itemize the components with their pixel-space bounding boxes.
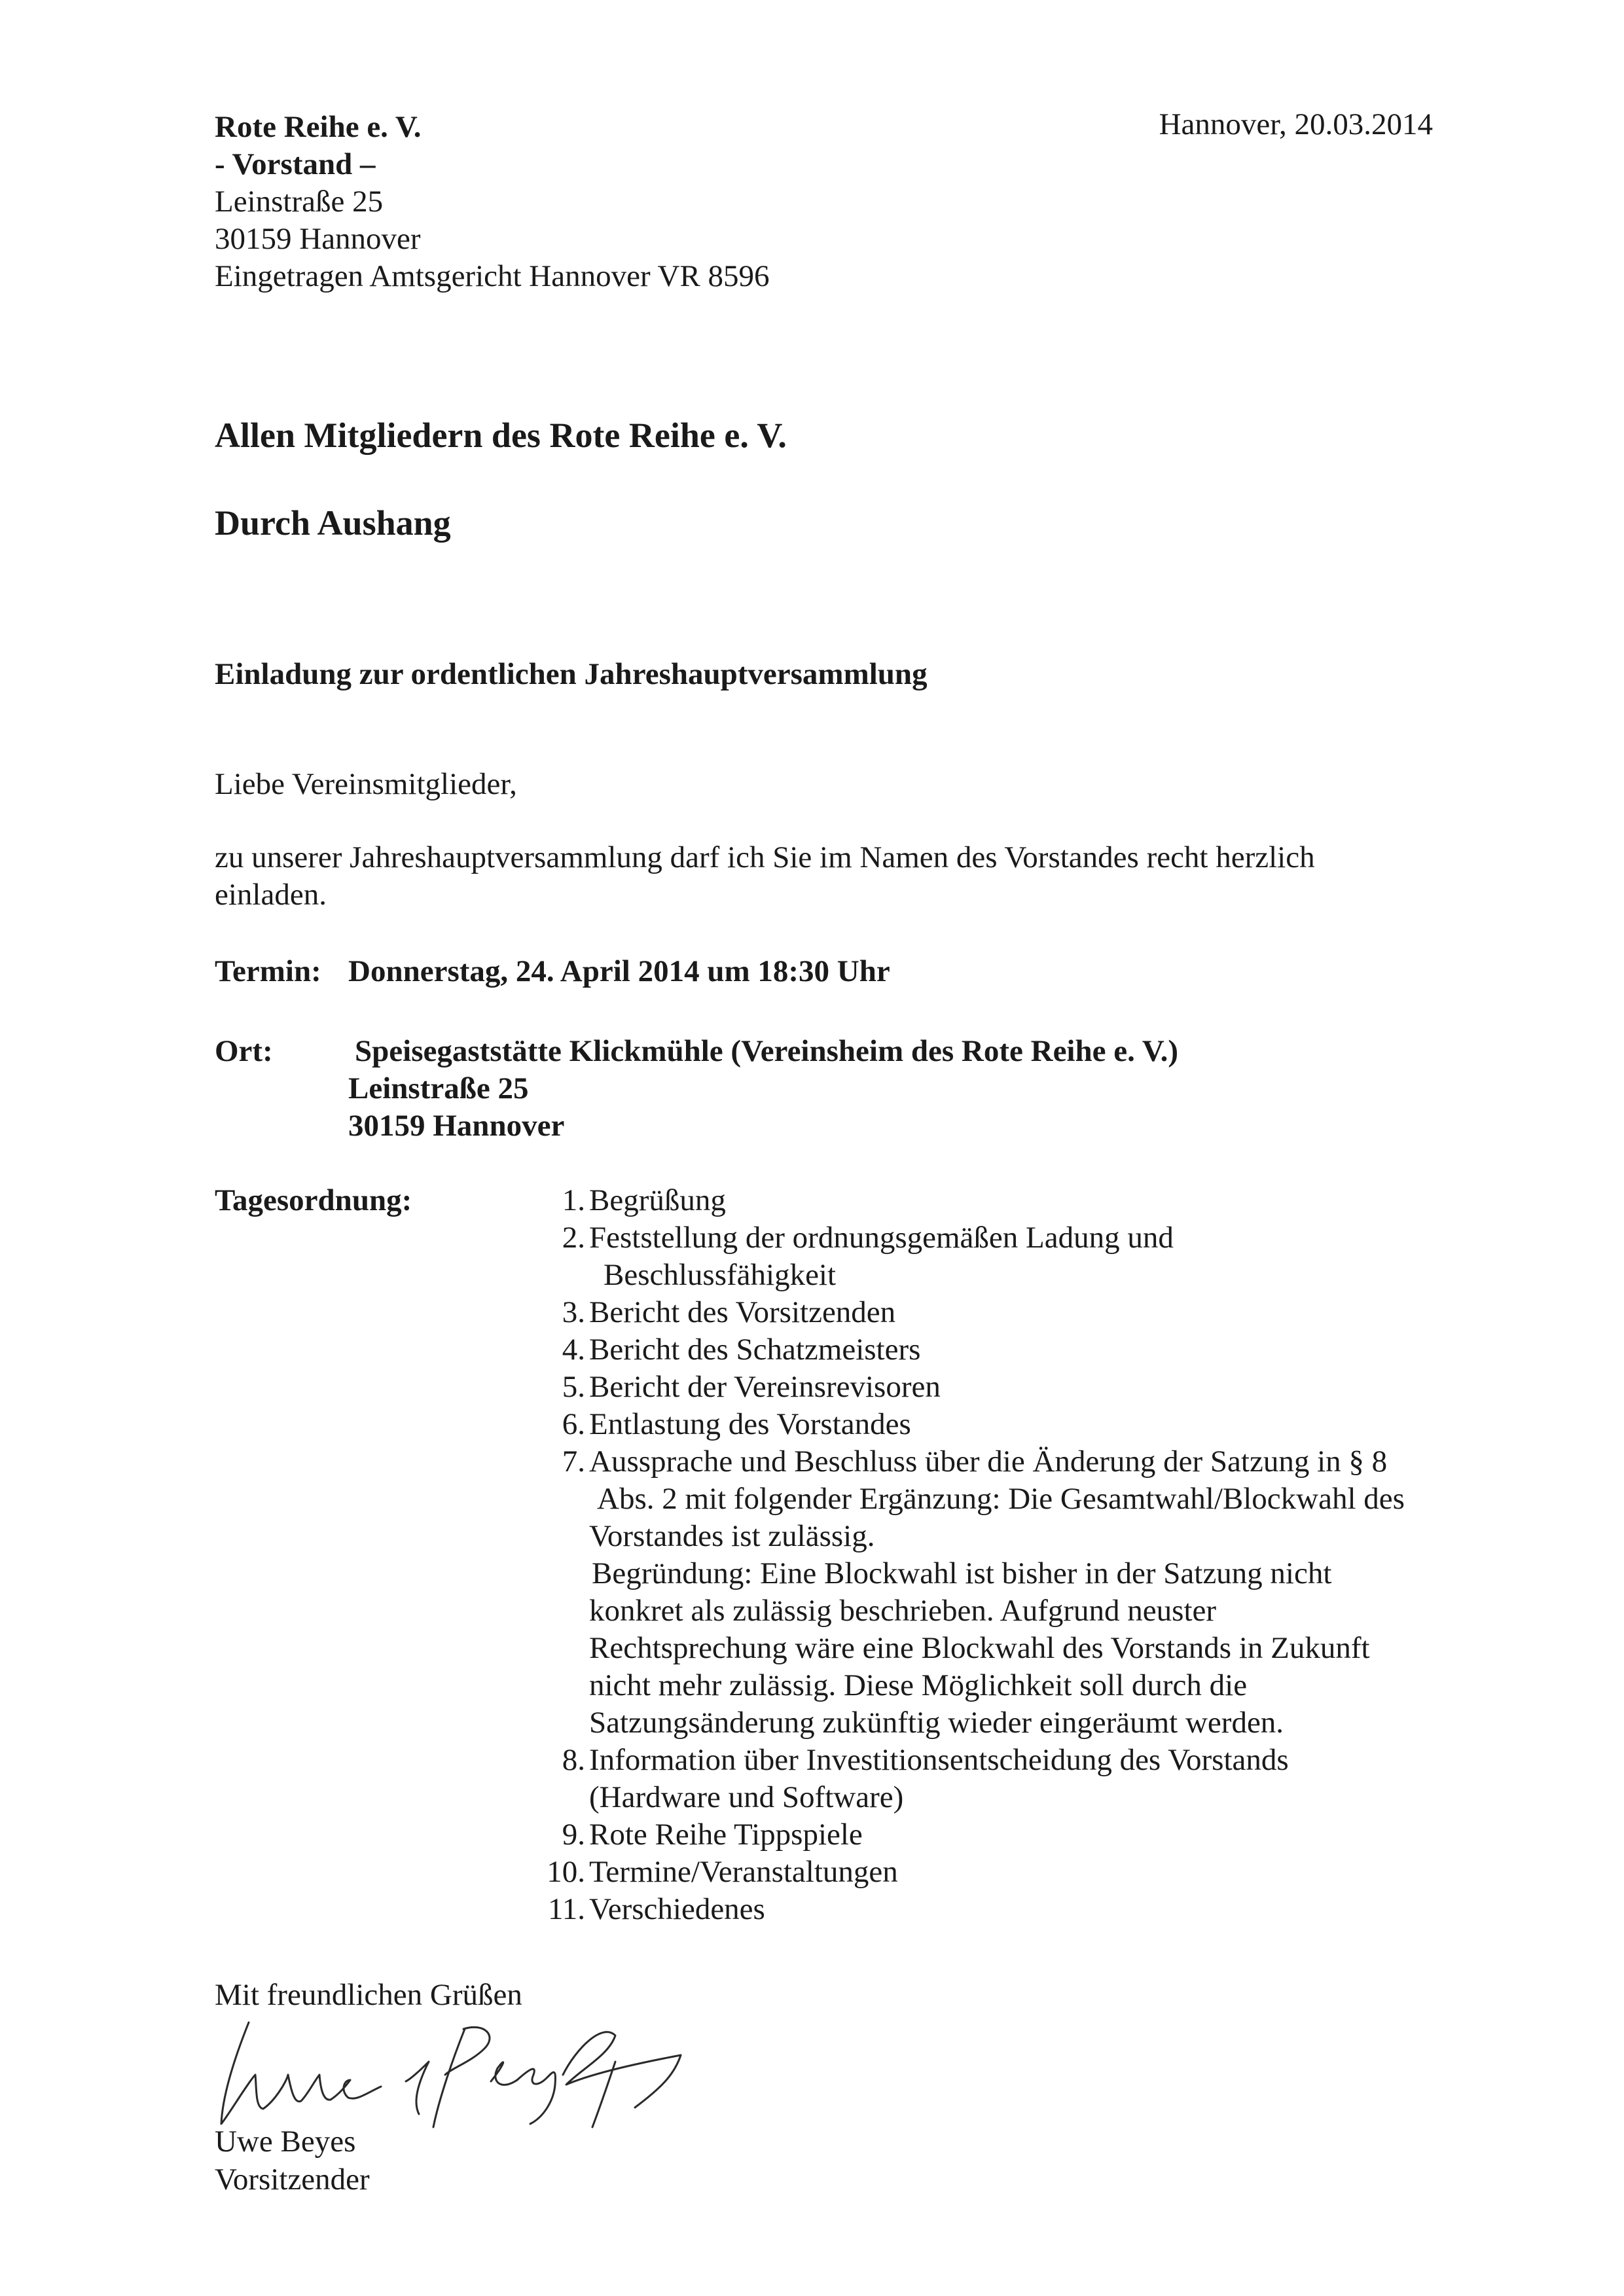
ort-address [348, 1033, 1178, 1145]
termin-value: Donnerstag, 24. April 2014 um 18:30 Uhr [348, 954, 890, 988]
agenda-item-number: 6. [562, 1407, 585, 1441]
intro-line-1: zu unserer Jahreshauptversammlung darf ich Sie im Namen des Vorstandes recht herzlich [215, 840, 1315, 874]
letter-subject: Einladung zur ordentlichen Jahreshauptversammlung [215, 657, 928, 691]
handwritten-signature [209, 2003, 772, 2137]
agenda-item-text: Abs. 2 mit folgender Ergänzung: Die Gesamtwahl/Blockwahl des [597, 1482, 1405, 1516]
agenda-item-text: Begrüßung [589, 1183, 726, 1217]
agenda-item-number: 5. [562, 1370, 585, 1404]
agenda-item-text: Rote Reihe Tippspiele [589, 1818, 863, 1852]
agenda-item-text: nicht mehr zulässig. Diese Möglichkeit soll durch die [589, 1668, 1248, 1702]
agenda-item-text: Entlastung des Vorstandes [589, 1407, 911, 1441]
agenda-item-number: 4. [562, 1333, 585, 1367]
agenda-item-number: 11. [547, 1892, 585, 1926]
recipient-line: Allen Mitgliedern des Rote Reihe e. V. [215, 416, 787, 455]
agenda-item [524, 1331, 1440, 1369]
agenda-item-number: 8. [562, 1743, 585, 1777]
agenda-item-text: Beschlussfähigkeit [604, 1258, 837, 1292]
agenda-item [524, 1219, 1440, 1294]
agenda-item-text: konkret als zulässig beschrieben. Aufgrund neuster [589, 1594, 1217, 1628]
sender-block [215, 109, 770, 295]
sender-registration: Eingetragen Amtsgericht Hannover VR 8596 [215, 259, 770, 293]
salutation: Liebe Vereinsmitglieder, [215, 767, 517, 801]
agenda-item-number: 7. [562, 1444, 585, 1479]
agenda-item-text: Feststellung der ordnungsgemäßen Ladung und [589, 1221, 1174, 1255]
agenda-item-text: Aussprache und Beschluss über die Änderung der Satzung in § 8 [589, 1444, 1388, 1479]
agenda-item-text: Bericht der Vereinsrevisoren [589, 1370, 941, 1404]
agenda-item-text: Bericht des Schatzmeisters [589, 1333, 921, 1367]
closing-phrase: Mit freundlichen Grüßen [215, 1978, 522, 2012]
agenda-item-number: 9. [562, 1818, 585, 1852]
agenda-item-text: (Hardware und Software) [589, 1780, 904, 1814]
agenda-item [524, 1294, 1440, 1331]
agenda-item-number: 10. [547, 1855, 585, 1889]
agenda-item-text: Verschiedenes [589, 1892, 765, 1926]
agenda-item [524, 1854, 1440, 1891]
agenda-item-text: Satzungsänderung zukünftig wieder eingeräumt werden. [589, 1706, 1284, 1740]
agenda-item-text: Bericht des Vorsitzenden [589, 1295, 896, 1329]
agenda-item-number: 2. [562, 1221, 585, 1255]
signer-role: Vorsitzender [215, 2162, 370, 2197]
ort-venue: Speisegaststätte Klickmühle (Vereinsheim des Rote Reihe e. V.) [355, 1034, 1179, 1068]
agenda-label: Tagesordnung: [215, 1183, 412, 1217]
agenda-item [524, 1406, 1440, 1443]
agenda-item-number: 3. [562, 1295, 585, 1329]
termin-label: Termin: [215, 954, 321, 988]
agenda-item-number: 1. [562, 1183, 585, 1217]
ort-street: Leinstraße 25 [348, 1071, 529, 1105]
agenda-item-text: Rechtsprechung wäre eine Blockwahl des Vorstands in Zukunft [589, 1631, 1370, 1665]
ort-label: Ort: [215, 1034, 273, 1068]
sender-department: - Vorstand – [215, 147, 376, 181]
sender-org-name: Rote Reihe e. V. [215, 110, 422, 144]
agenda-item [524, 1182, 1440, 1219]
signature-icon [209, 2003, 772, 2134]
intro-line-2: einladen. [215, 878, 327, 912]
sender-street: Leinstraße 25 [215, 185, 384, 219]
delivery-method: Durch Aushang [215, 503, 451, 543]
letter-date: Hannover, 20.03.2014 [1159, 107, 1433, 141]
agenda-item-text: Information über Investitionsentscheidung des Vorstands [589, 1743, 1289, 1777]
agenda-item [524, 1742, 1440, 1816]
agenda-item [524, 1369, 1440, 1406]
agenda-item-text: Begründung: Eine Blockwahl ist bisher in der Satzung nicht [592, 1556, 1332, 1590]
agenda-item-text: Vorstandes ist zulässig. [589, 1519, 875, 1553]
agenda-list [524, 1182, 1440, 1928]
agenda-item-text: Termine/Veranstaltungen [589, 1855, 898, 1889]
agenda-item [524, 1816, 1440, 1854]
sender-city: 30159 Hannover [215, 222, 421, 256]
signer-name: Uwe Beyes [215, 2125, 356, 2159]
ort-city: 30159 Hannover [348, 1109, 565, 1143]
intro-paragraph [215, 839, 1315, 914]
agenda-item [524, 1891, 1440, 1928]
agenda-item [524, 1443, 1440, 1742]
